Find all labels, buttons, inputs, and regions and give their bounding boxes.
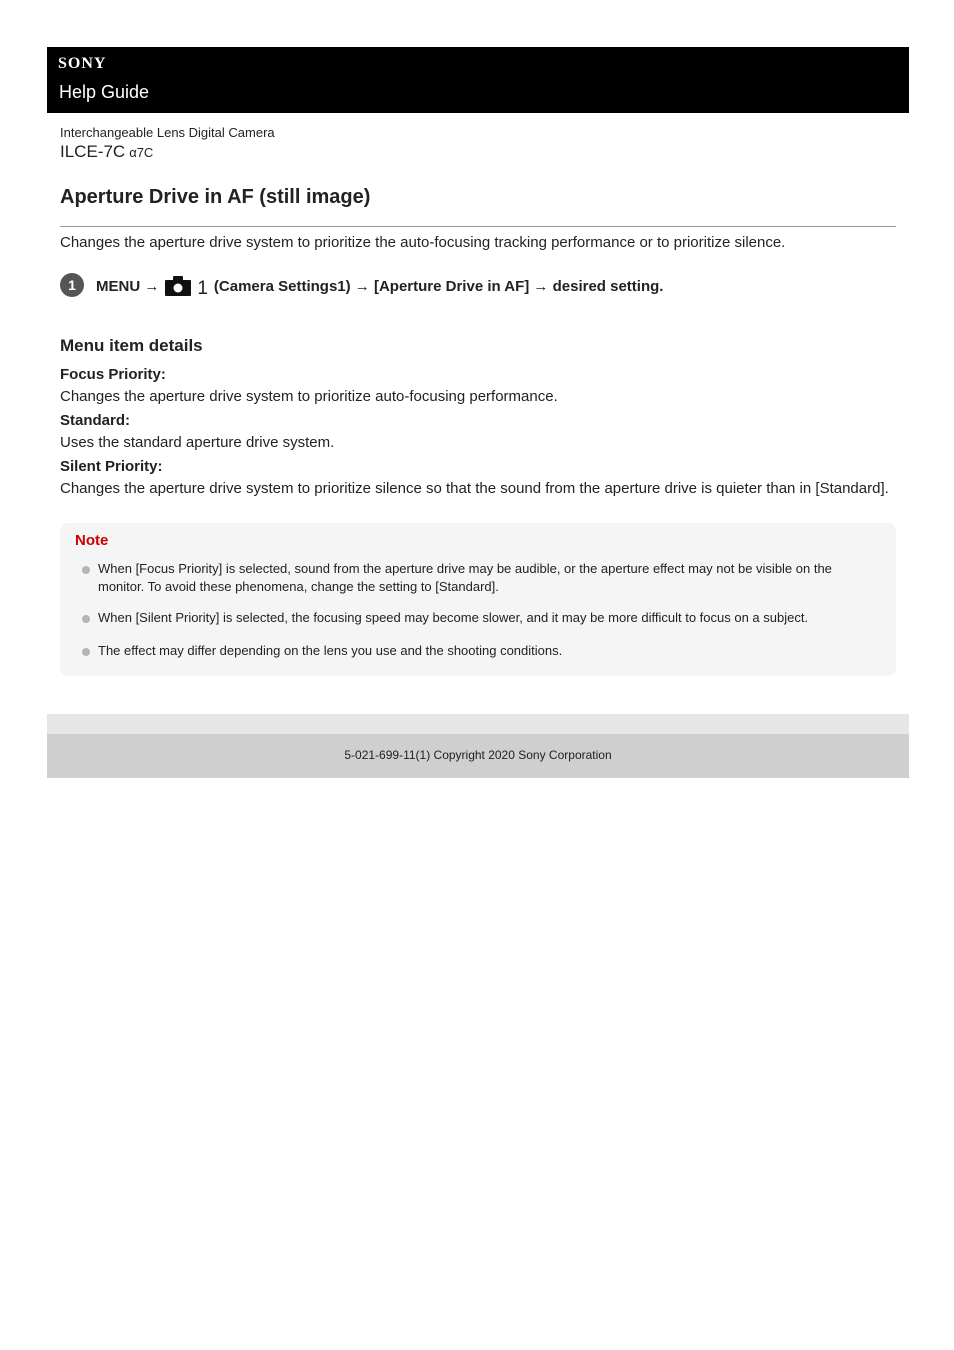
copyright-text: 5-021-699-11(1) Copyright 2020 Sony Corporation	[344, 748, 612, 762]
title-divider	[60, 226, 896, 227]
footer	[47, 734, 909, 778]
note-item	[98, 642, 878, 660]
note-title: Note	[75, 532, 109, 549]
model-name: ILCE-7C	[60, 142, 126, 161]
item-desc-silent-priority: Changes the aperture drive system to prioritize silence so that the sound from the aperture drive is quieter than in [Standard].	[60, 480, 889, 497]
bullet-icon	[82, 566, 90, 574]
step-menu-label: MENU →	[96, 277, 160, 295]
intro-text: Changes the aperture drive system to prioritize the auto-focusing tracking performance or to prioritize silence.	[60, 234, 786, 251]
item-term-standard: Standard:	[60, 412, 131, 429]
note-item-text: When [Focus Priority] is selected, sound from the aperture drive may be audible, or the aperture effect may not be visible on the monitor. To avoid these phenomena, change the setting to [Standard].	[98, 561, 832, 594]
bullet-icon	[82, 648, 90, 656]
item-desc-focus-priority: Changes the aperture drive system to prioritize auto-focusing performance.	[60, 388, 558, 405]
step-1	[60, 272, 896, 300]
guide-title[interactable]: Help Guide	[59, 82, 150, 102]
menu-details-title: Menu item details	[60, 336, 203, 355]
step-menu-path: (Camera Settings1) → [Aperture Drive in AF] → desired setting.	[213, 277, 664, 295]
note-box	[60, 523, 896, 676]
item-desc-standard: Uses the standard aperture drive system.	[60, 434, 335, 451]
note-item	[98, 609, 878, 627]
product-type: Interchangeable Lens Digital Camera	[60, 125, 275, 140]
footer-band	[47, 714, 909, 734]
note-item-text: When [Silent Priority] is selected, the focusing speed may become slower, and it may be more difficult to focus on a subject.	[98, 610, 809, 625]
step-instruction	[96, 274, 663, 298]
brand-logo: SONY	[58, 55, 107, 72]
model-line	[60, 142, 153, 162]
page-title: Aperture Drive in AF (still image)	[60, 186, 371, 208]
note-item-text: The effect may differ depending on the lens you use and the shooting conditions.	[98, 643, 563, 658]
bullet-icon	[82, 615, 90, 623]
model-alias: α7C	[129, 145, 154, 160]
item-term-silent-priority: Silent Priority:	[60, 458, 163, 475]
step-number-badge: 1	[60, 273, 84, 297]
header-bar	[47, 47, 909, 113]
camera-settings-number: 1	[197, 278, 208, 299]
item-term-focus-priority: Focus Priority:	[60, 366, 166, 383]
camera-icon	[165, 276, 191, 300]
note-item	[98, 560, 878, 596]
